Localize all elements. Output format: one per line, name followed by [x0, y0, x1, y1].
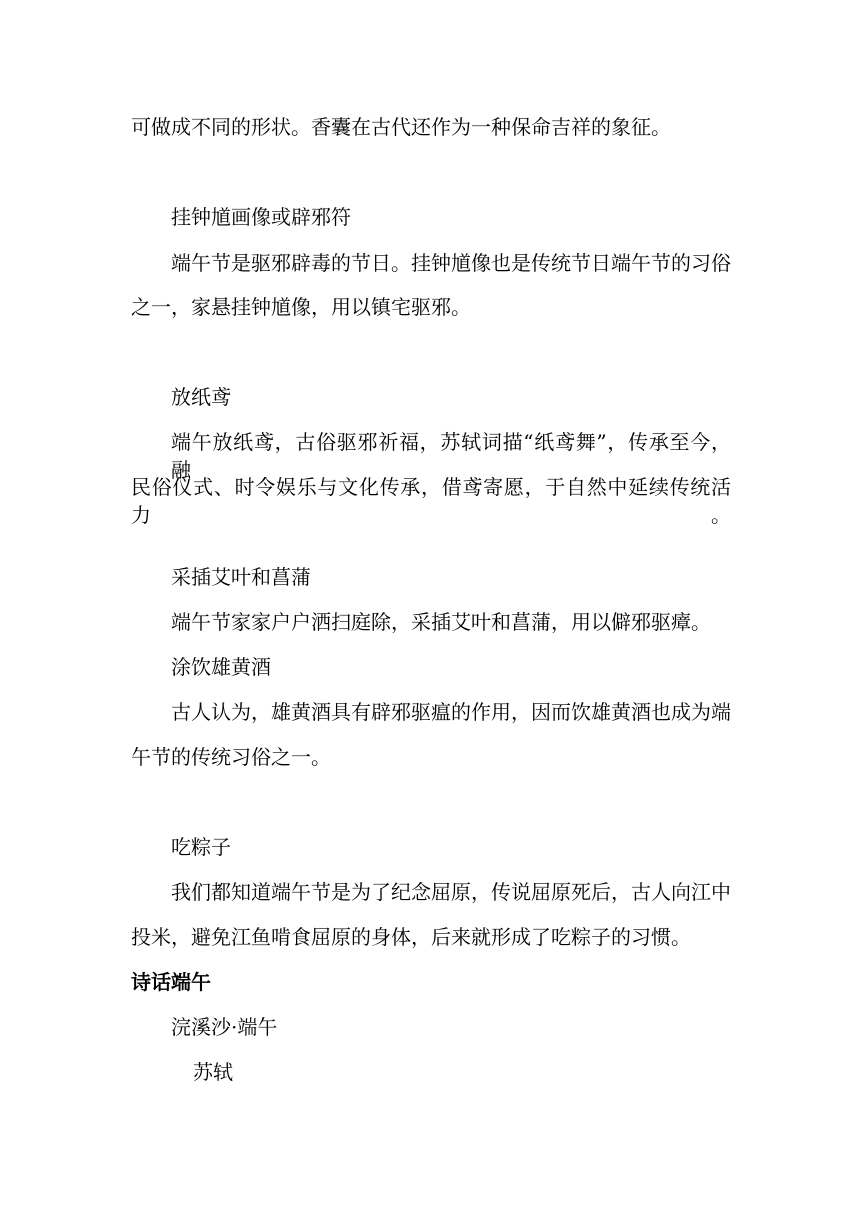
paragraph-realgar-line1: 古人认为，雄黄酒具有辟邪驱瘟的作用，因而饮雄黄酒也成为端: [171, 700, 731, 724]
heading-zhongkui: 挂钟馗画像或辟邪符: [171, 205, 351, 229]
poem-author: 苏轼: [193, 1060, 233, 1084]
poem-title: 浣溪沙·端午: [171, 1015, 278, 1039]
paragraph-zongzi-line2: 投米，避免江鱼啃食屈原的身体，后来就形成了吃粽子的习惯。: [131, 925, 691, 949]
paragraph-kite-line1: 端午放纸鸢，古俗驱邪祈福，苏轼词描“纸鸢舞”，传承至今，融: [171, 430, 731, 482]
paragraph-zhongkui-line2: 之一，家悬挂钟馗像，用以镇宅驱邪。: [131, 295, 471, 319]
paragraph-mugwort: 端午节家家户户洒扫庭除，采插艾叶和菖蒲，用以僻邪驱瘴。: [171, 610, 711, 634]
paragraph-zhongkui-line1: 端午节是驱邪辟毒的节日。挂钟馗像也是传统节日端午节的习俗: [171, 251, 731, 275]
paragraph-zongzi-line1: 我们都知道端午节是为了纪念屈原，传说屈原死后，古人向江中: [171, 880, 731, 904]
section-title-poetry: 诗话端午: [131, 970, 211, 994]
heading-realgar-wine: 涂饮雄黄酒: [171, 655, 271, 679]
heading-mugwort: 采插艾叶和菖蒲: [171, 565, 311, 589]
heading-kite: 放纸鸢: [171, 385, 231, 409]
paragraph-kite-line2: 民俗仪式、时令娱乐与文化传承，借鸢寄愿，于自然中延续传统活力。: [131, 475, 731, 527]
heading-zongzi: 吃粽子: [171, 835, 231, 859]
paragraph-sachet-end: 可做成不同的形状。香囊在古代还作为一种保命吉祥的象征。: [131, 115, 671, 139]
paragraph-realgar-line2: 午节的传统习俗之一。: [131, 745, 331, 769]
